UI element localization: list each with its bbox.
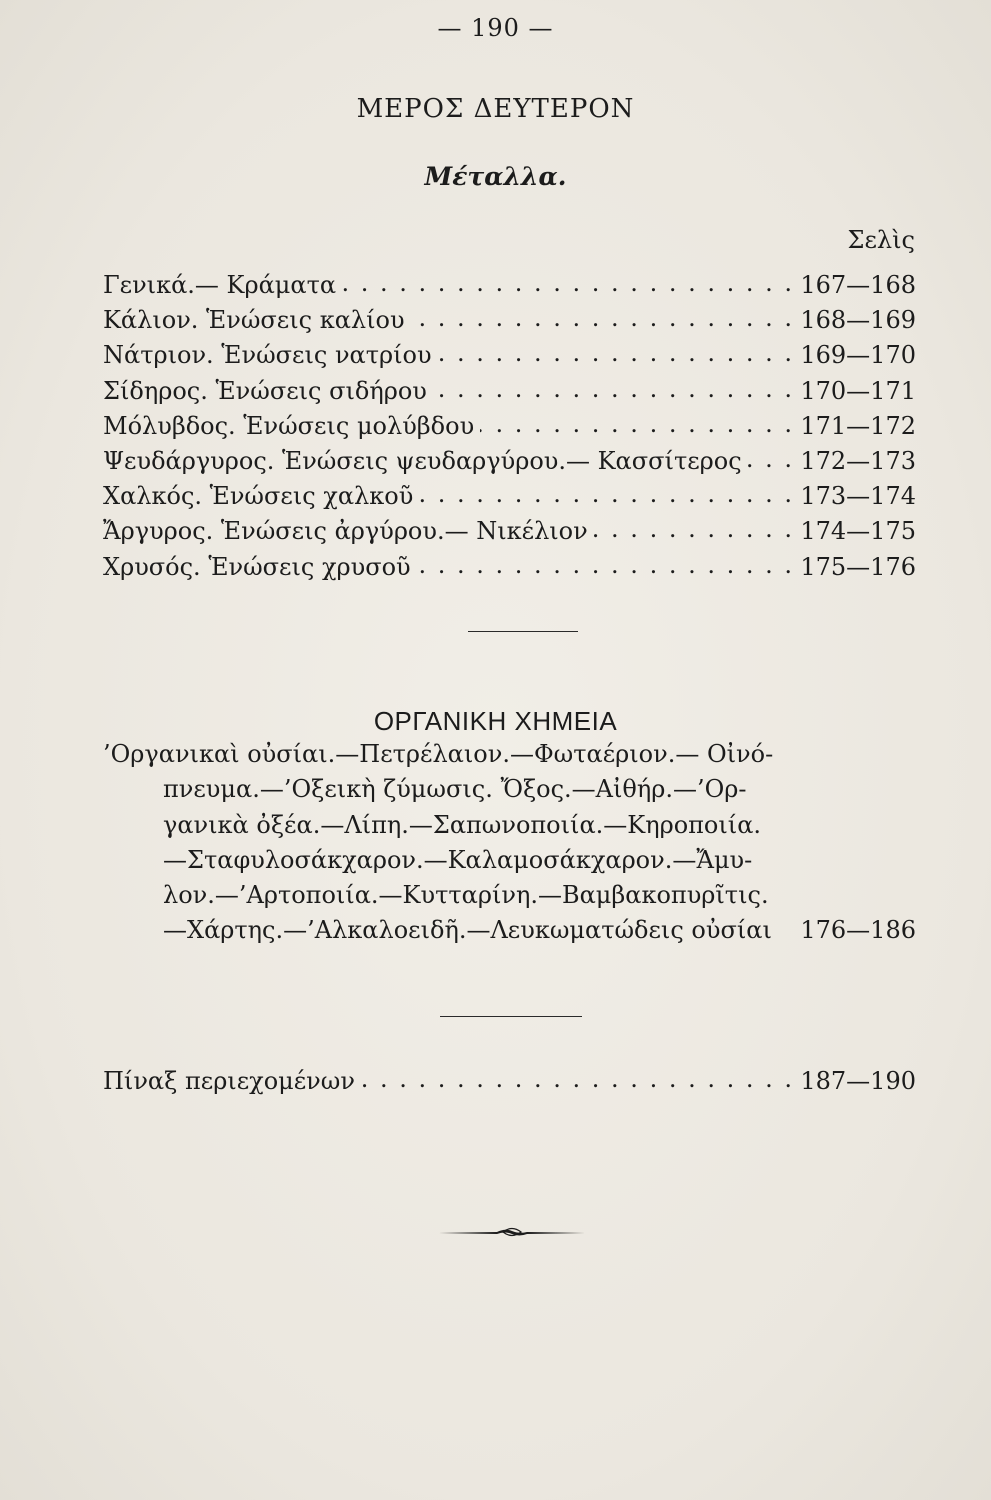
organic-line <box>103 740 916 775</box>
organic-line-text: γανικὰ ὀξέα.—Λίπη.—Σαπωνοποιία.—Κηροποιία. <box>163 810 762 839</box>
organic-pages: 176—186 <box>800 916 916 945</box>
organic-line-text: πνευμα.—’Οξεικὴ ζύμωσις. Ὄξος.—Αἰθήρ.—’Ορ- <box>163 775 747 804</box>
toc-row <box>103 551 916 586</box>
index-row <box>103 1065 916 1095</box>
part-title: ΜΕΡΟΣ ΔΕΥΤΕΡΟΝ <box>356 94 635 124</box>
toc-row <box>103 410 916 445</box>
toc-entry-title: Σίδηρος. Ἑνώσεις σιδήρου <box>103 376 427 405</box>
toc-entry-pages: 174—175 <box>800 517 916 546</box>
toc-row <box>103 445 916 480</box>
organic-line-text: —Σταφυλοσάκχαρον.—Καλαμοσάκχαρον.—Ἄμυ- <box>163 845 753 874</box>
organic-line-text: ’Οργανικαὶ οὐσίαι.—Πετρέλαιον.—Φωταέριον.— Οἰνό- <box>103 740 774 768</box>
toc-row <box>103 480 916 515</box>
organic-line-text: λον.—’Αρτοποιία.—Κυτταρίνη.—Βαμβακοπυρῖτις. <box>163 881 769 910</box>
section-title: Μέταλλα. <box>424 162 567 191</box>
toc-entry-title: Ψευδάργυρος. Ἑνώσεις ψευδαργύρου.— Κασσίτερος <box>103 446 742 475</box>
organic-chemistry-entry <box>103 740 916 952</box>
dot-leader <box>748 445 794 469</box>
toc-row <box>103 269 916 304</box>
toc-entry-title: Χαλκός. Ἑνώσεις χαλκοῦ <box>103 482 414 511</box>
toc-row <box>103 339 916 374</box>
organic-line <box>103 916 916 951</box>
toc-entry-pages: 172—173 <box>800 446 916 475</box>
end-ornament-icon <box>437 1222 587 1242</box>
section-divider <box>468 631 578 632</box>
dot-leader <box>417 551 794 575</box>
dot-leader <box>594 515 794 539</box>
toc-row <box>103 515 916 550</box>
index-title: Πίναξ περιεχομένων <box>103 1067 355 1095</box>
index-pages: 187—190 <box>800 1067 916 1095</box>
dot-leader <box>411 304 794 328</box>
dot-leader <box>438 339 794 363</box>
toc-entry-pages: 175—176 <box>800 552 916 581</box>
organic-line-text: —Χάρτης.—’Αλκαλοειδῆ.—Λευκωματώδεις οὐσίαι <box>163 916 772 945</box>
toc-entry-pages: 169—170 <box>800 341 916 370</box>
toc-row <box>103 304 916 339</box>
toc-entry-title: Γενικά.— Κράματα <box>103 271 337 299</box>
organic-chemistry-title: ΟΡΓΑΝΙΚΗ ΧΗΜΕΙΑ <box>373 706 618 736</box>
toc-entry-pages: 168—169 <box>800 306 916 335</box>
organic-line <box>103 811 916 846</box>
page-number: — 190 — <box>437 14 554 42</box>
dot-leader <box>342 269 794 293</box>
toc-entry-pages: 167—168 <box>800 271 916 299</box>
toc-entry-pages: 173—174 <box>800 482 916 511</box>
dot-leader <box>419 480 794 504</box>
toc-row <box>103 375 916 410</box>
dot-leader <box>480 410 794 434</box>
toc-entry-pages: 170—171 <box>800 376 916 405</box>
section-divider <box>440 1016 582 1017</box>
toc-entry-title: Κάλιον. Ἑνώσεις καλίου <box>103 306 405 335</box>
toc-entry-pages: 171—172 <box>800 411 916 440</box>
dot-leader <box>361 1065 794 1089</box>
toc-entry-title: Ἄργυρος. Ἑνώσεις ἀργύρου.— Νικέλιον <box>103 517 588 546</box>
organic-line <box>103 881 916 916</box>
toc-list <box>103 269 916 586</box>
organic-line <box>103 846 916 881</box>
page-column-header: Σελὶς <box>847 226 915 254</box>
organic-line <box>103 775 916 810</box>
dot-leader <box>433 375 794 399</box>
toc-entry-title: Χρυσός. Ἑνώσεις χρυσοῦ <box>103 552 411 581</box>
toc-entry-title: Μόλυβδος. Ἑνώσεις μολύβδου <box>103 411 475 440</box>
toc-entry-title: Νάτριον. Ἑνώσεις νατρίου <box>103 341 432 370</box>
